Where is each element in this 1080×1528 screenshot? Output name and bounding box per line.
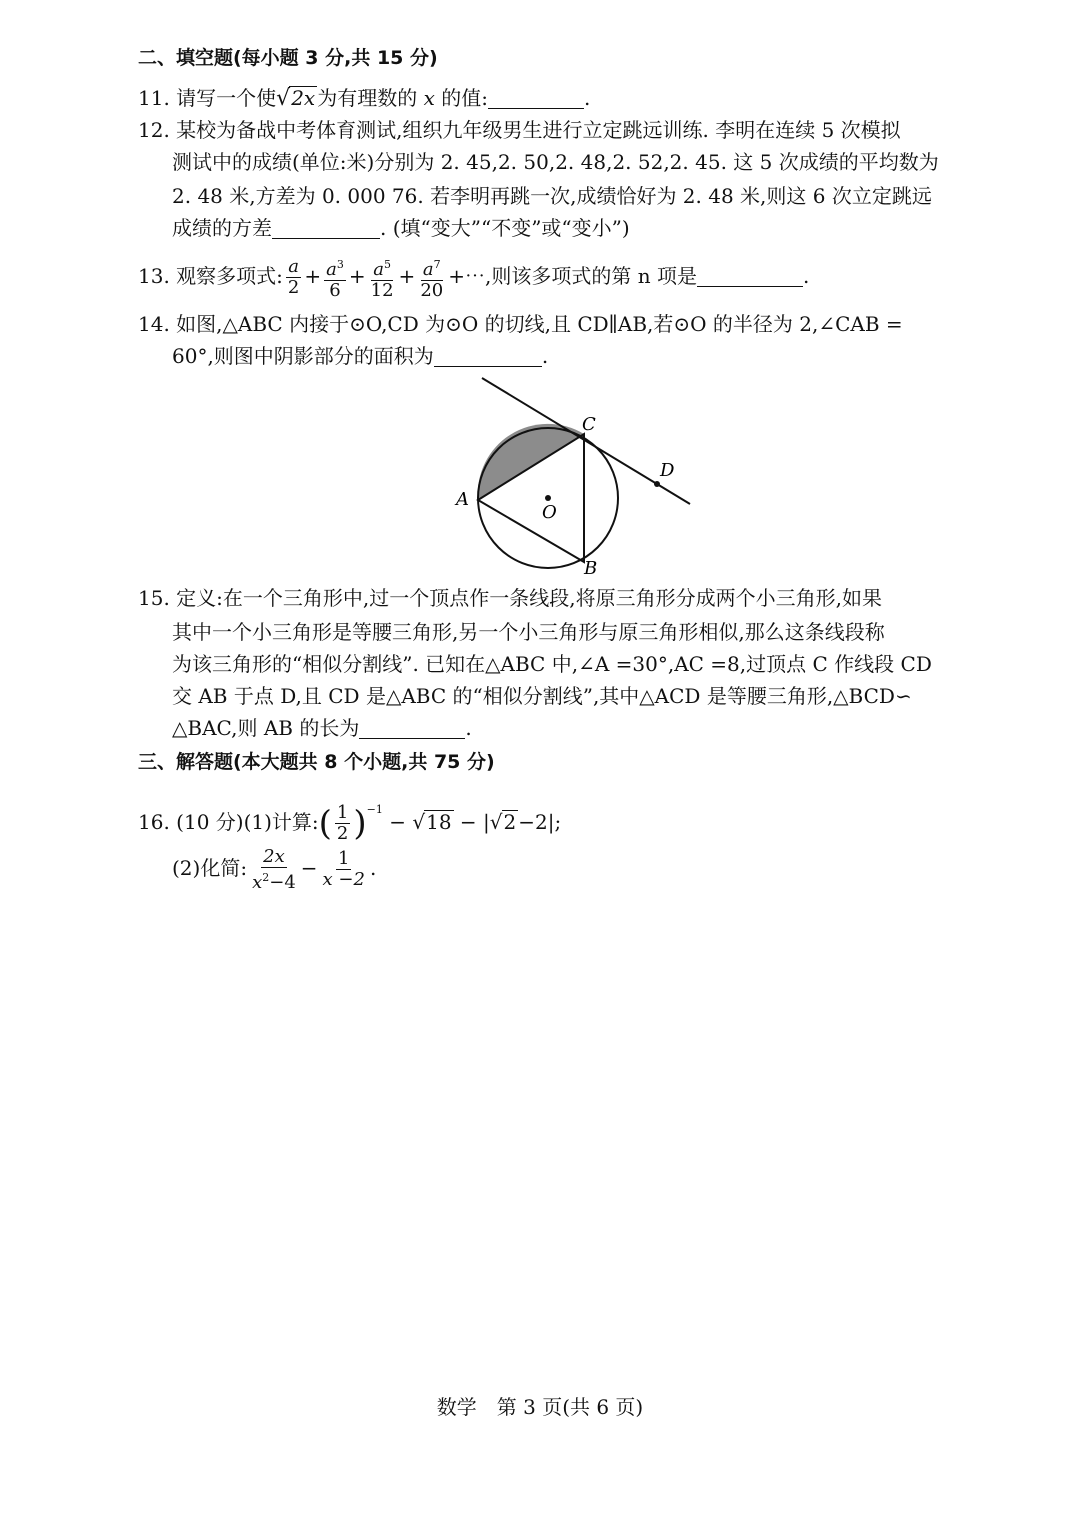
- label-o: O: [542, 502, 557, 523]
- section-title-answers: 三、解答题(本大题共 8 个小题,共 75 分): [138, 751, 495, 773]
- shaded-region: [478, 424, 584, 500]
- label-c: C: [582, 414, 596, 435]
- fraction: $\frac{1}{2}$: [336, 802, 349, 844]
- fraction: $\frac{a^3}{6}$: [324, 255, 346, 301]
- question-number: 15.: [138, 586, 170, 610]
- answer-blank[interactable]: [359, 716, 465, 739]
- fraction: $\frac{a}{2}$: [287, 256, 300, 298]
- answer-blank[interactable]: [434, 344, 542, 367]
- question-15-line-1: 15. 定义:在一个三角形中,过一个顶点作一条线段,将原三角形分成两个小三角形,如果: [138, 586, 882, 610]
- question-15-line-2: 其中一个小三角形是等腰三角形,另一个小三角形与原三角形相似,那么这条线段称: [172, 620, 885, 644]
- question-16-part-1: 16. (10 分)(1)计算:( $\frac{1}{2}$ )$^{-1}$ − √18 − |√2 −2|;: [138, 802, 562, 844]
- fraction: $\frac{2x}{x^2-4}$: [252, 845, 296, 893]
- question-number: 12.: [138, 118, 170, 142]
- fraction: $\frac{1}{x -2}$: [322, 848, 365, 890]
- question-16-part-2: (2)化简: $\frac{2x}{x^2-4}$ − $\frac{1}{x -2}$ .: [172, 845, 377, 893]
- question-15-line-3: 为该三角形的“相似分割线”. 已知在△ABC 中,∠A =30°,AC =8,过顶点 C 作线段 CD: [172, 652, 932, 676]
- question-number: 13.: [138, 264, 170, 288]
- answer-blank[interactable]: [488, 86, 584, 109]
- label-b: B: [584, 558, 598, 579]
- point-d: [654, 481, 660, 487]
- question-14-line-2: 60°,则图中阴影部分的面积为 .: [172, 344, 549, 368]
- answer-blank[interactable]: [697, 264, 803, 287]
- question-15-line-5: △BAC,则 AB 的长为 .: [172, 716, 472, 740]
- answer-blank[interactable]: [272, 216, 380, 239]
- question-number: 16.: [138, 810, 170, 834]
- section-title-fill-in: 二、填空题(每小题 3 分,共 15 分): [138, 47, 438, 69]
- fraction: $\frac{a^7}{20}$: [418, 255, 445, 301]
- question-14-line-1: 14. 如图,△ABC 内接于⊙O,CD 为⊙O 的切线,且 CD∥AB,若⊙O 的半径为 2,∠CAB =: [138, 312, 903, 336]
- question-number: 11.: [138, 86, 170, 110]
- question-13: 13. 观察多项式: $\frac{a}{2}$ + $\frac{a^3}{6}$ + $\frac{a^5}{12}$ + $\frac{a^7}{20}$ +⋯,则该多项式的第 n 项是 .: [138, 256, 810, 301]
- question-12-line-3: 2. 48 米,方差为 0. 000 76. 若李明再跳一次,成绩恰好为 2. 48 米,则这 6 次立定跳远: [172, 184, 932, 208]
- question-15-line-4: 交 AB 于点 D,且 CD 是△ABC 的“相似分割线”,其中△ACD 是等腰三角形,△BCD∽: [172, 684, 912, 708]
- page-footer: 数学 第 3 页(共 6 页): [436, 1395, 644, 1419]
- label-d: D: [660, 460, 675, 481]
- question-11: 11. 请写一个使√2x 为有理数的 x 的值: .: [138, 86, 591, 111]
- center-point-o: [545, 495, 551, 501]
- circle-tangent-figure: [440, 372, 700, 582]
- question-12-line-2: 测试中的成绩(单位:米)分别为 2. 45,2. 50,2. 48,2. 52,2. 45. 这 5 次成绩的平均数为: [172, 150, 939, 174]
- fraction: $\frac{a^5}{12}$: [369, 255, 396, 301]
- question-12-line-1: 12. 某校为备战中考体育测试,组织九年级男生进行立定跳远训练. 李明在连续 5 次模拟: [138, 118, 901, 142]
- question-12-line-4: 成绩的方差 . (填“变大”“不变”或“变小”): [172, 216, 630, 240]
- question-number: 14.: [138, 312, 170, 336]
- label-a: A: [456, 489, 469, 510]
